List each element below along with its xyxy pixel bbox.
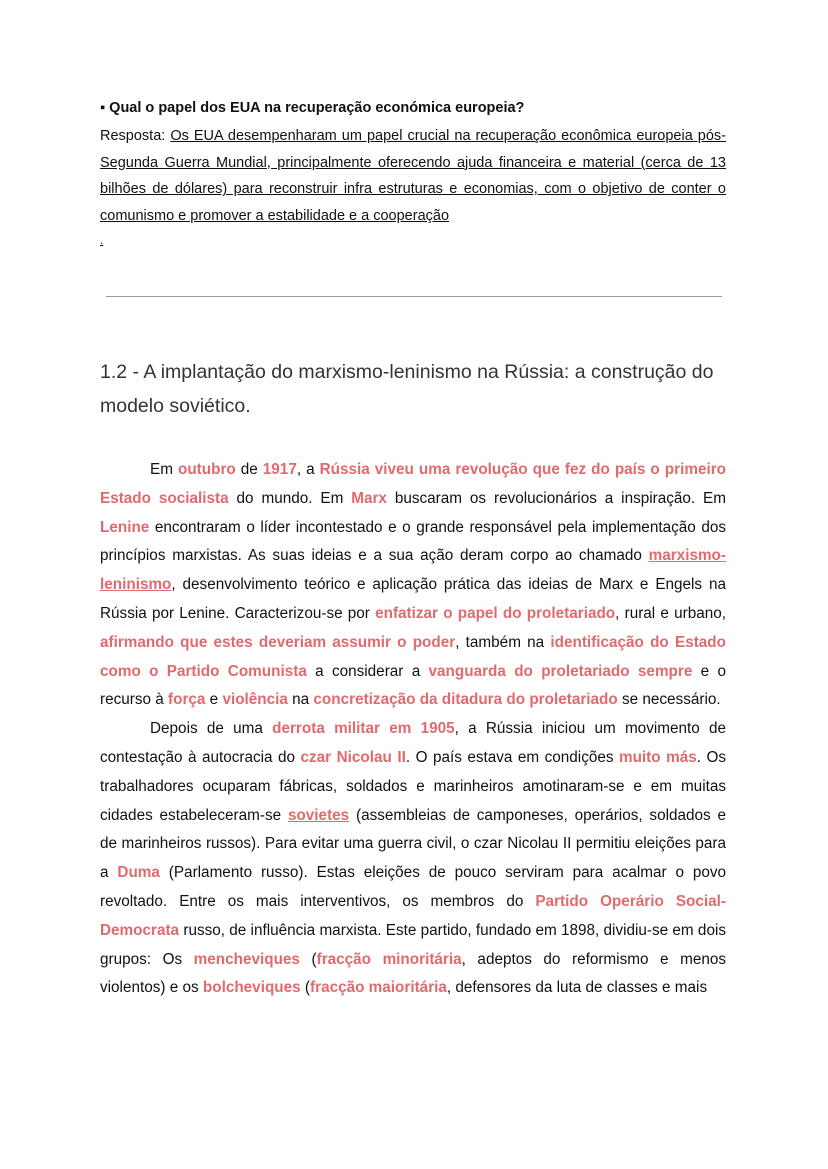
- question-text: Qual o papel dos EUA na recuperação económica europeia?: [109, 100, 525, 116]
- highlighted-term: derrota militar em 1905: [272, 720, 455, 738]
- highlighted-term: afirmando que estes deveriam assumir o poder: [100, 633, 456, 651]
- text-run: do mundo. Em: [228, 489, 352, 507]
- highlighted-term: Marx: [351, 489, 387, 507]
- highlighted-term: czar Nicolau II: [300, 748, 406, 766]
- text-run: encontraram o líder incontestado e o grande responsável pela implementação dos princípios marxistas. As suas ideias e a sua ação deram corpo ao chamado: [100, 518, 726, 565]
- text-run: Depois de uma: [150, 720, 273, 738]
- highlighted-term: mencheviques: [193, 950, 300, 968]
- highlighted-term: força: [168, 691, 206, 709]
- paragraph-1: [100, 456, 726, 715]
- text-run: a considerar a: [306, 662, 429, 680]
- highlighted-term: outubro: [177, 461, 236, 478]
- text-run: , defensores da luta de classes e mais: [446, 979, 708, 997]
- text-run: , desenvolvimento teórico e aplicação prática das ideias de Marx e Engels na Rússia por Lenine. Caracterizou-se por: [100, 576, 726, 622]
- text-run: (Parlamento russo). Estas eleições de pouco serviram para acalmar o povo revoltado. Entre os mais interventivos, os membros do: [100, 864, 726, 910]
- answer-trailing: .: [100, 233, 104, 247]
- answer-label: Resposta:: [100, 128, 171, 144]
- section-heading: 1.2 - A implantação do marxismo-leninismo na Rússia: a construção do modelo soviético.: [100, 361, 714, 417]
- text-run: , também na: [455, 633, 551, 651]
- question: [100, 100, 524, 116]
- highlighted-term: vanguarda do proletariado sempre: [428, 662, 693, 680]
- text-run: e: [205, 691, 223, 709]
- text-run: , a Rússia iniciou um movimento de contestação à autocracia do: [100, 720, 727, 766]
- highlighted-term: muito más: [618, 748, 697, 766]
- text-run: buscaram os revolucionários a inspiração. Em: [386, 489, 726, 507]
- horizontal-divider: [106, 296, 722, 297]
- text-run: russo, de influência marxista. Este partido, fundado em 1898, dividiu-se em dois grupos: Os: [100, 921, 726, 968]
- text-run: . Os trabalhadores ocuparam fábricas, soldados e marinheiros amotinaram-se e em muitas cidades estabeleceram-se: [100, 748, 726, 824]
- highlighted-term: fracção maioritária: [310, 979, 447, 997]
- paragraph-2: [100, 715, 726, 1003]
- text-run: na: [287, 691, 314, 709]
- text-run: (assembleias de camponeses, operários, soldados e de marinheiros russos). Para evitar uma guerra civil, o czar Nicolau II permitiu eleições para a: [100, 806, 726, 882]
- answer: [100, 123, 726, 229]
- highlighted-term: fracção minoritária: [316, 950, 462, 968]
- text-run: (: [299, 950, 317, 968]
- highlighted-term: Duma: [117, 864, 160, 882]
- highlighted-term: enfatizar o papel do proletariado: [375, 604, 616, 622]
- text-run: de: [235, 461, 263, 478]
- text-run: (: [300, 979, 311, 997]
- highlighted-term: marxismo-leninismo: [100, 547, 726, 594]
- highlighted-term: Partido Operário Social-Democrata: [100, 892, 726, 939]
- highlighted-term: 1917: [262, 461, 297, 478]
- highlighted-term: concretização da ditadura do proletariado: [313, 691, 618, 709]
- highlighted-term: violência: [222, 691, 288, 709]
- text-run: Em: [150, 461, 178, 478]
- highlighted-term: sovietes: [287, 806, 350, 824]
- highlighted-term: Rússia viveu uma revolução que fez do país o primeiro Estado socialista: [100, 461, 726, 507]
- text-run: e o recurso à: [100, 662, 727, 709]
- highlighted-term: bolcheviques: [202, 979, 301, 997]
- body-text: [100, 456, 726, 1003]
- answer-text: Os EUA desempenharam um papel crucial na recuperação econômica europeia pós-Segunda Guerra Mundial, principalmente oferecendo ajuda financeira e material (cerca de 13 bilhões de dólares) para reconstruir infra estruturas e economias, com o objetivo de conter o comunismo e promover a estabilidade e a cooperação: [100, 128, 726, 224]
- text-run: , rural e urbano,: [615, 604, 726, 622]
- highlighted-term: Lenine: [100, 518, 150, 536]
- highlighted-term: identificação do Estado como o Partido Comunista: [100, 633, 726, 680]
- text-run: . O país estava em condições: [405, 748, 619, 766]
- bullet-icon: ▪: [100, 100, 106, 116]
- text-run: se necessário.: [617, 691, 721, 709]
- text-run: , a: [296, 461, 320, 478]
- text-run: , adeptos do reformismo e menos violentos) e os: [100, 950, 726, 997]
